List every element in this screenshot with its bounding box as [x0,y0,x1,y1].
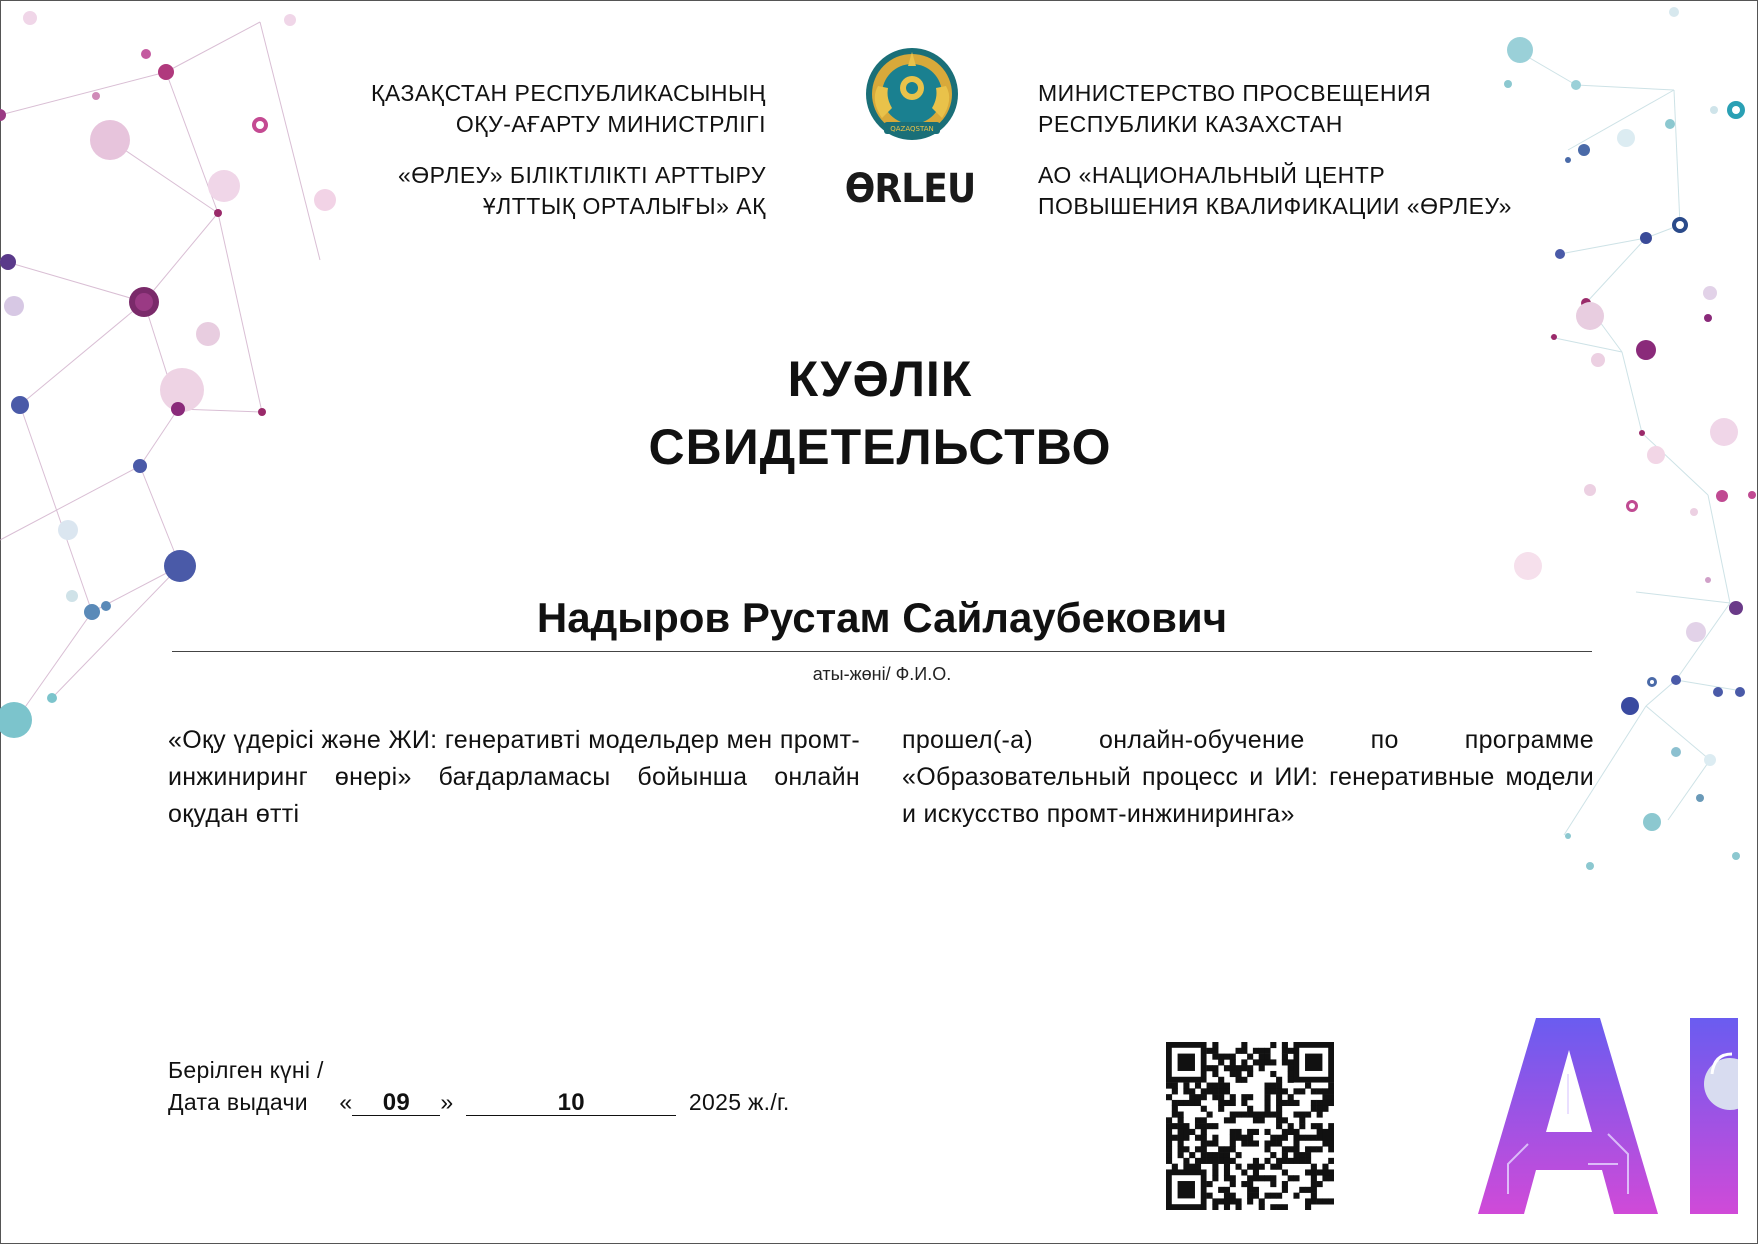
quote-open: « [339,1089,353,1115]
body-text-russian: прошел(-а) онлайн-обучение по программе «Образовательный процесс и ИИ: генеративные модели и искусство промт-инжиниринга» [902,726,1594,828]
header-right-russian [1038,78,1512,222]
issue-date-label-kz: Берілген күні / [168,1057,324,1083]
header-left-line4: ҰЛТТЫҚ ОРТАЛЫҒЫ» АҚ [482,193,766,219]
title-russian: СВИДЕТЕЛЬСТВО [648,419,1112,475]
issue-year: 2025 ж./г. [688,1089,790,1115]
header-left-kazakh [371,78,766,222]
network-decoration-left [0,0,420,820]
issue-day: 09 [352,1091,440,1116]
header-right-line1: МИНИСТЕРСТВО ПРОСВЕЩЕНИЯ [1038,80,1432,106]
header-right-line3: АО «НАЦИОНАЛЬНЫЙ ЦЕНТР [1038,162,1386,188]
header-left-line3: «ӨРЛЕУ» БІЛІКТІЛІКТІ АРТТЫРУ [398,162,766,188]
header-left-line1: ҚАЗАҚСТАН РЕСПУБЛИКАСЫНЫҢ [370,80,766,106]
header-left-line2: ОҚУ-АҒАРТУ МИНИСТРЛІГІ [455,111,766,137]
issue-date-row [168,1086,790,1118]
header-right-line4: ПОВЫШЕНИЯ КВАЛИФИКАЦИИ «ӨРЛЕУ» [1038,193,1512,219]
quote-close: » [440,1089,454,1115]
name-underline [172,651,1592,652]
state-emblem-icon [864,46,960,146]
title-kazakh: КУӘЛІК [787,351,973,407]
issue-month: 10 [466,1091,676,1116]
ai-badge-icon [1478,1014,1738,1234]
qr-code-icon[interactable] [1166,1042,1334,1210]
orleu-logo: ӨRLEU [844,166,976,212]
name-caption: аты-жөні/ Ф.И.О. [812,664,952,684]
issue-date-block [168,1054,790,1118]
issue-date-label-ru: Дата выдачи [168,1089,308,1115]
emblem-text: QAZAQSTAN [890,125,934,133]
body-text-kazakh: «Оқу үдерісі және ЖИ: генеративті модельдер мен промт-инжиниринг өнері» бағдарламасы бойынша онлайн оқудан өтті [168,726,860,828]
header-right-line2: РЕСПУБЛИКИ КАЗАХСТАН [1038,111,1343,137]
recipient-name: Надыров Рустам Сайлаубекович [536,594,1228,641]
